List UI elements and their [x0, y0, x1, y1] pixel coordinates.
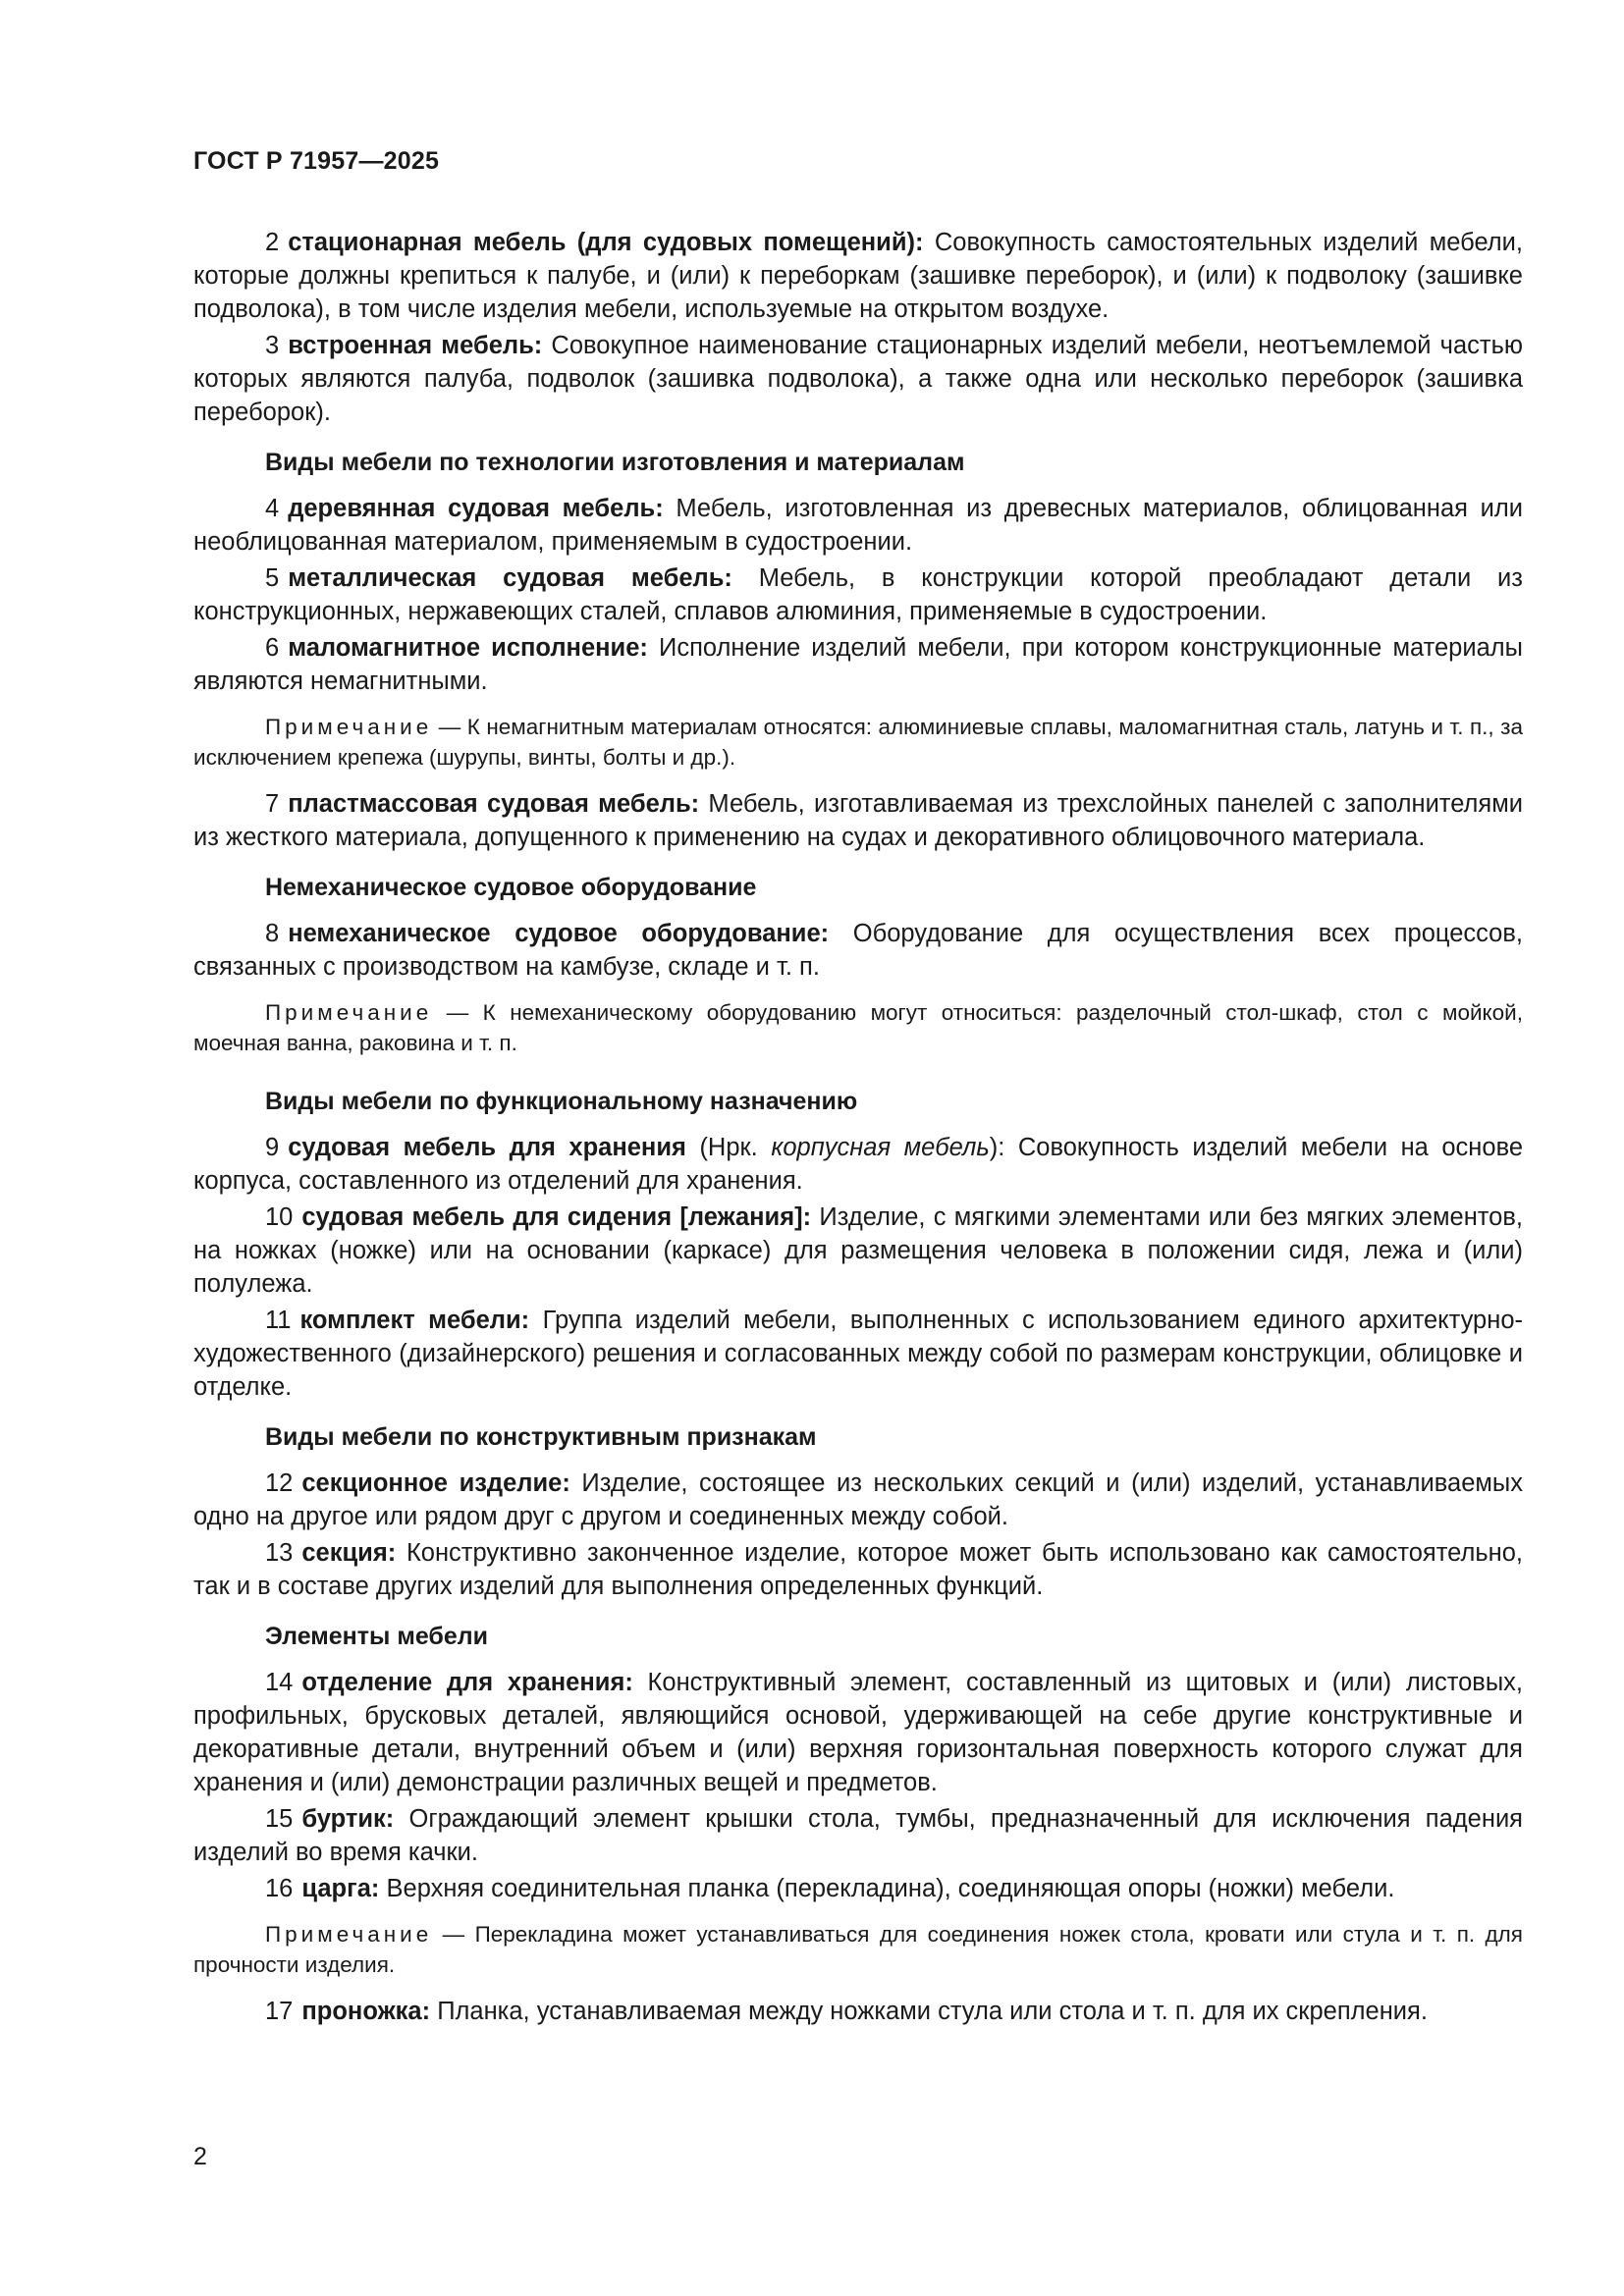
term-definition: Конструктивный элемент, составленный из щитовых и (или) листовых, профильных, брусковых деталей, являющийся основой, удерживающей на себе другие конструктивные и декоративные детали, внутренний объем и (или) верхняя горизонтальная поверхность которого служат для хранения и (или) демонстрации различных вещей и предметов. — [193, 1669, 1523, 1796]
term-name: маломагнитное исполнение: — [288, 634, 648, 662]
entry-number: 12 — [265, 1469, 294, 1497]
standard-designation: ГОСТ Р 71957—2025 — [193, 147, 440, 175]
term-entry-17 — [193, 1995, 1523, 2028]
term-entry-4 — [193, 492, 1523, 559]
entry-number: 3 — [265, 332, 280, 359]
term-definition: Группа изделий мебели, выполненных с использованием единого архитектурно-художественного (дизайнерского) решения и согласованных между собой по размерам конструкции, облицовке и отделке. — [193, 1307, 1523, 1401]
note-nonmagnetic — [193, 712, 1523, 773]
entry-number: 16 — [265, 1875, 294, 1902]
term-definition: Совокупность самостоятельных изделий мебели, которые должны крепиться к палубе, и (или) к переборкам (зашивке переборок), и (или) к подволоку (зашивке подволока), в том числе изделия мебели, используемые на открытом воздухе. — [193, 229, 1523, 323]
entry-number: 8 — [265, 920, 280, 947]
term-name: деревянная судовая мебель: — [288, 495, 664, 522]
term-entry-12 — [193, 1467, 1523, 1533]
term-definition: Совокупное наименование стационарных изделий мебели, неотъемлемой частью которых являются палуба, подволок (зашивка подволока), а также одна или несколько переборок (зашивка переборок). — [193, 332, 1523, 426]
term-entry-13 — [193, 1536, 1523, 1603]
note-label: Примечание — [265, 1000, 433, 1025]
term-name: царга: — [301, 1875, 380, 1902]
section-heading-equipment: Немеханическое судовое оборудование — [265, 874, 757, 901]
term-name: буртик: — [301, 1805, 395, 1833]
entry-number: 7 — [265, 790, 280, 818]
section-heading-materials: Виды мебели по технологии изготовления и материалам — [265, 449, 965, 476]
entry-number: 6 — [265, 634, 280, 662]
term-name: стационарная мебель (для судовых помещений): — [288, 229, 924, 256]
entry-number: 5 — [265, 564, 280, 592]
synonym-suffix: ): — [989, 1134, 1005, 1161]
term-definition: Изделие, состоящее из нескольких секций и (или) изделий, устанавливаемых одно на другое или рядом друг с другом и соединенных между собой. — [193, 1469, 1523, 1530]
page-number: 2 — [193, 2143, 207, 2170]
note-equipment — [193, 997, 1523, 1058]
note-label: Примечание — [265, 715, 433, 739]
entry-number: 4 — [265, 495, 280, 522]
entry-number: 17 — [265, 1998, 294, 2025]
term-definition: Мебель, в конструкции которой преобладают детали из конструкционных, нержавеющих сталей, сплавов алюминия, применяемые в судостроении. — [193, 564, 1523, 625]
entry-number: 2 — [265, 229, 280, 256]
term-entry-15 — [193, 1802, 1523, 1869]
section-heading-elements: Элементы мебели — [265, 1623, 488, 1650]
term-name: отделение для хранения: — [301, 1669, 633, 1696]
note-text: — Перекладина может устанавливаться для соединения ножек стола, кровати или стула и т. п. для прочности изделия. — [193, 1922, 1523, 1977]
note-text: — К немеханическому оборудованию могут относиться: разделочный стол-шкаф, стол с мойкой, моечная ванна, раковина и т. п. — [193, 1000, 1523, 1055]
term-entry-11 — [193, 1304, 1523, 1404]
term-entry-5 — [193, 561, 1523, 628]
term-definition: Оборудование для осуществления всех процессов, связанных с производством на камбузе, складе и т. п. — [193, 920, 1523, 981]
note-crossbar — [193, 1919, 1523, 1980]
term-entry-2 — [193, 226, 1523, 326]
term-definition: Изделие, с мягкими элементами или без мягких элементов, на ножках (ножке) или на основании (каркасе) для размещения человека в положении сидя, лежа и (или) полулежа. — [193, 1203, 1523, 1298]
term-name: секционное изделие: — [301, 1469, 570, 1497]
term-entry-6 — [193, 631, 1523, 698]
entry-number: 10 — [265, 1203, 294, 1231]
synonym-term: корпусная мебель — [771, 1134, 990, 1161]
entry-number: 15 — [265, 1805, 294, 1833]
term-definition: Мебель, изготавливаемая из трехслойных панелей с заполнителями из жесткого материала, допущенного к применению на судах и декоративного облицовочного материала. — [193, 790, 1524, 851]
note-label: Примечание — [265, 1922, 433, 1947]
term-name: судовая мебель для сидения [лежания]: — [301, 1203, 812, 1231]
synonym-prefix: (Нрк. — [699, 1134, 758, 1161]
term-name: встроенная мебель: — [288, 332, 543, 359]
term-entry-3 — [193, 329, 1523, 429]
term-definition: Исполнение изделий мебели, при котором конструкционные материалы являются немагнитными. — [193, 634, 1523, 695]
term-definition: Мебель, изготовленная из древесных материалов, облицованная или необлицованная материалом, применяемым в судостроении. — [193, 495, 1523, 556]
term-name: пластмассовая судовая мебель: — [288, 790, 700, 818]
term-entry-9 — [193, 1131, 1523, 1198]
section-heading-function: Виды мебели по функциональному назначению — [265, 1088, 858, 1115]
term-name: металлическая судовая мебель: — [288, 564, 732, 592]
term-name: судовая мебель для хранения — [288, 1134, 686, 1161]
term-entry-8 — [193, 917, 1523, 984]
document-body — [193, 226, 1523, 2031]
entry-number: 13 — [265, 1539, 294, 1567]
entry-number: 9 — [265, 1134, 280, 1161]
term-name: немеханическое судовое оборудование: — [288, 920, 830, 947]
term-entry-7 — [193, 787, 1523, 854]
term-definition: Конструктивно законченное изделие, которое может быть использовано как самостоятельно, так и в составе других изделий для выполнения определенных функций. — [193, 1539, 1523, 1600]
term-definition: Совокупность изделий мебели на основе корпуса, составленного из отделений для хранения. — [193, 1134, 1524, 1195]
term-definition: Планка, устанавливаемая между ножками стула или стола и т. п. для их скрепления. — [437, 1998, 1428, 2025]
term-name: секция: — [301, 1539, 397, 1567]
term-entry-10 — [193, 1201, 1523, 1301]
note-text: — К немагнитным материалам относятся: алюминиевые сплавы, маломагнитная сталь, латунь и т. п., за исключением крепежа (шурупы, винты, болты и др.). — [193, 715, 1523, 770]
term-name: комплект мебели: — [299, 1307, 530, 1334]
term-entry-14 — [193, 1666, 1523, 1799]
term-name: проножка: — [301, 1998, 431, 2025]
term-entry-16 — [193, 1872, 1523, 1905]
term-definition: Верхняя соединительная планка (перекладина), соединяющая опоры (ножки) мебели. — [386, 1875, 1395, 1902]
section-heading-construction: Виды мебели по конструктивным признакам — [265, 1423, 817, 1451]
entry-number: 11 — [265, 1307, 292, 1334]
term-definition: Ограждающий элемент крышки стола, тумбы, предназначенный для исключения падения изделий во время качки. — [193, 1805, 1523, 1866]
entry-number: 14 — [265, 1669, 294, 1696]
